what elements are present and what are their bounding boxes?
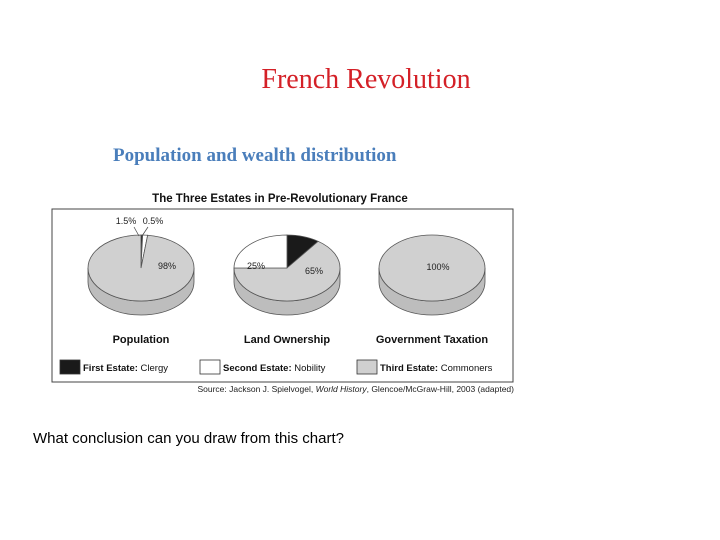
pie-title: Government Taxation [375, 334, 489, 346]
slice-label-third-estate: 98% [157, 261, 177, 271]
pie-title: Population [112, 334, 170, 346]
legend-item-first-estate [60, 360, 168, 374]
source-work: World History [315, 384, 367, 394]
slice-label-second-estate: 1.5% [115, 216, 137, 226]
legend-swatch [200, 360, 220, 374]
legend-label: Second Estate: Nobility [223, 363, 326, 374]
slide-title: French Revolution [261, 64, 471, 95]
chart-source [197, 384, 514, 394]
discussion-question: What conclusion can you draw from this chart? [33, 430, 344, 447]
slice-label-first-estate: 10% [266, 237, 286, 247]
legend-label: Third Estate: Commoners [380, 363, 493, 374]
legend-item-second-estate [200, 360, 326, 374]
slice-label-first-estate: 0.5% [142, 216, 164, 226]
slide-subtitle: Population and wealth distribution [113, 145, 397, 166]
legend-label: First Estate: Clergy [83, 363, 168, 374]
legend-item-third-estate [357, 360, 493, 374]
pie-title: Land Ownership [243, 334, 331, 346]
slice-label-second-estate: 25% [246, 261, 266, 271]
source-prefix: Source: Jackson J. Spielvogel, [197, 384, 316, 394]
slice-third-estate [88, 235, 194, 301]
slice-label-third-estate: 100% [426, 262, 450, 272]
chart-title: The Three Estates in Pre-Revolutionary France [152, 193, 408, 205]
slice-label-third-estate: 65% [304, 266, 324, 276]
source-suffix: , Glencoe/McGraw-Hill, 2003 (adapted) [366, 384, 514, 394]
legend-swatch [60, 360, 80, 374]
legend-swatch [357, 360, 377, 374]
